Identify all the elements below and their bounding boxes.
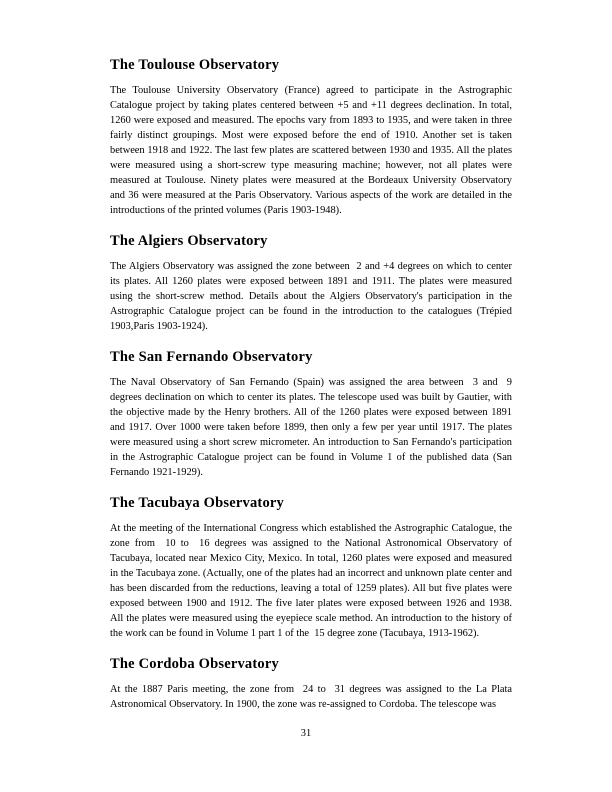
section-heading: The Cordoba Observatory — [110, 656, 279, 672]
section-paragraph: At the 1887 Paris meeting, the zone from 24 to 31 degrees was assigned to the La Plata Astronomical Observatory. In 1900, the zone was re-assigned to Cordoba. The telescope was — [110, 684, 512, 710]
section-tacubaya — [110, 495, 512, 641]
section-paragraph: The Naval Observatory of San Fernando (Spain) was assigned the area between 3 and 9 degrees declination on which to center its plates. The telescope used was built by Gautier, with the objective made by the Henry brothers. All of the 1260 plates were exposed between 1891 and 1917. Over 1000 were taken before 1899, then only a few per year until 1917. The plates were measured using a short screw micrometer. An introduction to San Fernando's participation in the Astrographic Catalogue project can be found in Volume 1 of the published data (San Fernando 1921-1929). — [110, 377, 512, 478]
section-paragraph: The Algiers Observatory was assigned the zone between 2 and +4 degrees on which to center its plates. All 1260 plates were exposed between 1891 and 1911. The plates were measured using the short-screw method. Details about the Algiers Observatory's participation in the Astrographic Catalogue project can be found in the introduction to the catalogues (Trépied 1903,Paris 1903-1924). — [110, 261, 512, 332]
page-number: 31 — [300, 728, 312, 739]
section-cordoba — [110, 656, 512, 712]
section-algiers — [110, 233, 512, 334]
text-column — [110, 57, 512, 712]
section-san-fernando — [110, 349, 512, 480]
section-paragraph: At the meeting of the International Congress which established the Astrographic Catalogue, the zone from 10 to 16 degrees was assigned to the National Astronomical Observatory of Tacubaya, located near Mexico City, Mexico. In total, 1260 plates were exposed and measured in the Tacubaya zone. (Actually, one of the plates had an incorrect and unknown plate center and has been discarded from the reductions, leaving a total of 1259 plates). All but five plates were exposed between 1900 and 1912. The five later plates were exposed between 1926 and 1938. All the plates were measured using the eyepiece scale method. An introduction to the history of the work can be found in Volume 1 part 1 of the 15 degree zone (Tacubaya, 1913-1962). — [110, 523, 512, 639]
section-heading: The Tacubaya Observatory — [110, 495, 284, 511]
section-heading: The Algiers Observatory — [110, 233, 268, 249]
section-toulouse — [110, 57, 512, 218]
section-heading: The San Fernando Observatory — [110, 349, 313, 365]
section-heading: The Toulouse Observatory — [110, 57, 280, 73]
section-paragraph: The Toulouse University Observatory (France) agreed to participate in the Astrographic Catalogue project by taking plates centered between +5 and +11 degrees declination. In total, 1260 were exposed and measured. The epochs vary from 1893 to 1935, and were taken in three fairly distinct groupings. Most were exposed before the end of 1910. Another set is taken between 1918 and 1922. The last few plates are scattered between 1930 and 1935. All the plates were measured using a short-screw type measuring machine; however, not all plates were measured at Toulouse. Ninety plates were measured at the Bordeaux University Observatory and 36 were measured at the Paris Observatory. Various aspects of the work are detailed in the introductions of the printed volumes (Paris 1903-1948). — [110, 85, 512, 216]
